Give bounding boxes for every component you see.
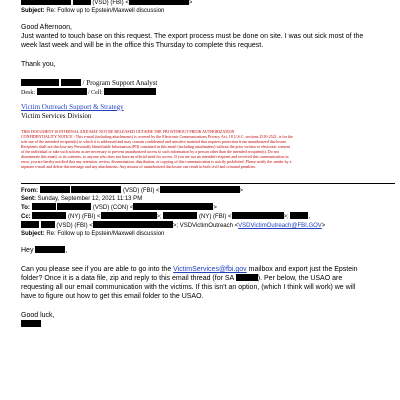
redaction-block [93,221,173,228]
orig-cc-label: Cc: [21,214,31,220]
victim-outreach-link[interactable]: Victim Outreach Support & Strategy [21,103,124,111]
notice-heading: THIS DOCUMENT IS INTERNAL AND MAY NOT BE RELEASED OUTSIDE THE FBI WITHOUT PRIOR AUTHORIZATION [21,129,235,134]
orig-cc-text: (NY) (FBI) < [68,214,101,220]
redaction-block [21,221,39,228]
redaction-block [160,186,240,193]
message-divider [21,183,395,184]
orig-subject-label: Subject: [21,231,45,237]
redaction-block [40,186,70,193]
orig-to-text: (VSD) (CON) < [92,205,134,211]
signature-name-line [21,79,395,88]
orig-cc-line: Cc: (NY) (FBI) < >; (NY) (FBI) < >; , [21,214,311,220]
orig-cc-text: ; VSDVictimOutreach < [176,223,239,229]
notice-line: Recipients shall not disclose any Personally Identifiable Information (PII) contained in this email (including attachments) without the prior written or electronic consent [21,144,290,149]
redaction-block [41,221,55,228]
notice-line: error, you are hereby notified that any retention, review, dissemination, distribution, or copying of this communication is strictly prohibited. Please notify the sender by a [21,159,292,164]
notice-line: sole use of the intended recipient(s) to which it is addressed and may contain confidential and sensitive material that requires protection from unauthorized disclosure. [21,139,287,144]
orig-body-text: mailbox and export just the Epstein [248,266,358,273]
orig-body-text: ). Per below, the USAO are [257,275,343,282]
redaction-block [35,246,65,253]
reply-to-line: (VSD) (FBI) < > [21,0,395,7]
orig-body-line: have to figure out how to get this email folder to the USAO. [21,293,204,300]
redaction-block [290,212,308,219]
redaction-block [57,203,91,210]
orig-body-text: folder? Once it is a data file, zip and reply to this email thread (for SA [21,275,234,282]
orig-from-line: From: (VSD) (FBI) < > [21,188,244,194]
orig-closing: Good luck, [21,312,55,319]
orig-hey: Hey [21,247,34,254]
redaction-block [71,186,121,193]
signature-title: / Program Support Analyst [82,79,158,87]
notice-line: CONFIDENTIALITY NOTICE - This e-mail (including attachments) is covered by the Electronic Communications Privacy Act, 18 U.S.C. sections 2510-2521, is for the [21,134,293,139]
redaction-block [232,212,284,219]
reply-greeting: Good Afternoon, [21,24,72,31]
notice-line: separate e-mail and delete this message and any attachments. Any misuse of unauthorized disclosure can result in both civil and criminal penalties. [21,164,256,169]
reply-subject-line [21,7,395,15]
orig-cc-line-2: (VSD) (FBI) < >; VSDVictimOutreach <VSDVictimOutreach@FBI.GOV> [21,221,395,230]
redaction-block [21,0,71,5]
orig-sent-date: Sunday, September 12, 2021 11:13 PM [37,196,143,202]
reply-subject-text: Re: Follow up to Epstein/Maxwell discussion [46,8,165,14]
redaction-block [236,274,258,281]
redaction-block [21,79,59,86]
signature-division: Victim Services Division [21,112,92,120]
orig-body-line [21,274,395,283]
orig-cc-text: (VSD) (FBI) < [56,223,93,229]
orig-to-line: To: (VSD) (CON) < > [21,205,217,211]
orig-body-text: Can you please see if you are able to go into the [21,266,172,273]
orig-body-line: requesting all our email communication with the victims. If this isn't an option, (which I think will work) we will [21,284,356,291]
cell-label: / Cell: [88,90,103,96]
reply-body-line: week last week and will be in the office this Thursday to complete this request. [21,42,264,49]
signature-phone-line [21,88,395,97]
redaction-block [163,212,197,219]
orig-body-line [21,265,395,274]
redaction-block [101,212,157,219]
confidentiality-notice [21,129,395,169]
orig-sent-label: Sent: [21,196,36,202]
reply-thanks: Thank you, [21,61,56,68]
orig-to-label: To: [21,205,30,211]
orig-subject-line [21,230,395,238]
reply-subject-label: Subject: [21,8,45,14]
redaction-block [129,0,189,5]
redaction-block [21,320,41,327]
redaction-block [73,0,91,5]
redaction-block [32,212,66,219]
reply-to-text: (VSD) (FBI) < [92,0,129,6]
orig-from-label: From: [21,188,38,194]
victim-services-email-link[interactable]: VictimServices@fbi.gov [173,266,247,273]
orig-greeting: Hey , [21,247,68,254]
vsd-victim-outreach-email-link[interactable]: VSDVictimOutreach@FBI.GOV [238,223,322,229]
redaction-block [104,88,156,95]
orig-from-text: (VSD) (FBI) < [123,188,160,194]
notice-line: of the individual or take such actions as are necessary to prevent unauthorized access to such information by a person other than the intended recipient(s). Do not [21,149,279,154]
redaction-block [61,79,81,86]
reply-body-line: Just wanted to touch base on this request. The export process must be done on site. I was out sick most of the [21,33,364,40]
desk-label: Desk: [21,90,35,96]
redaction-block [133,203,213,210]
orig-subject-text: Re: Follow up to Epstein/Maxwell discussion [46,231,165,237]
redaction-block [37,88,87,95]
orig-cc-text: (NY) (FBI) < [199,214,232,220]
notice-line: disseminate this email, or its contents, to anyone who does not have an official need for access. If you are not an intended recipient and received this communication in [21,154,289,159]
orig-sent-line [21,195,395,203]
redaction-block [32,203,56,210]
